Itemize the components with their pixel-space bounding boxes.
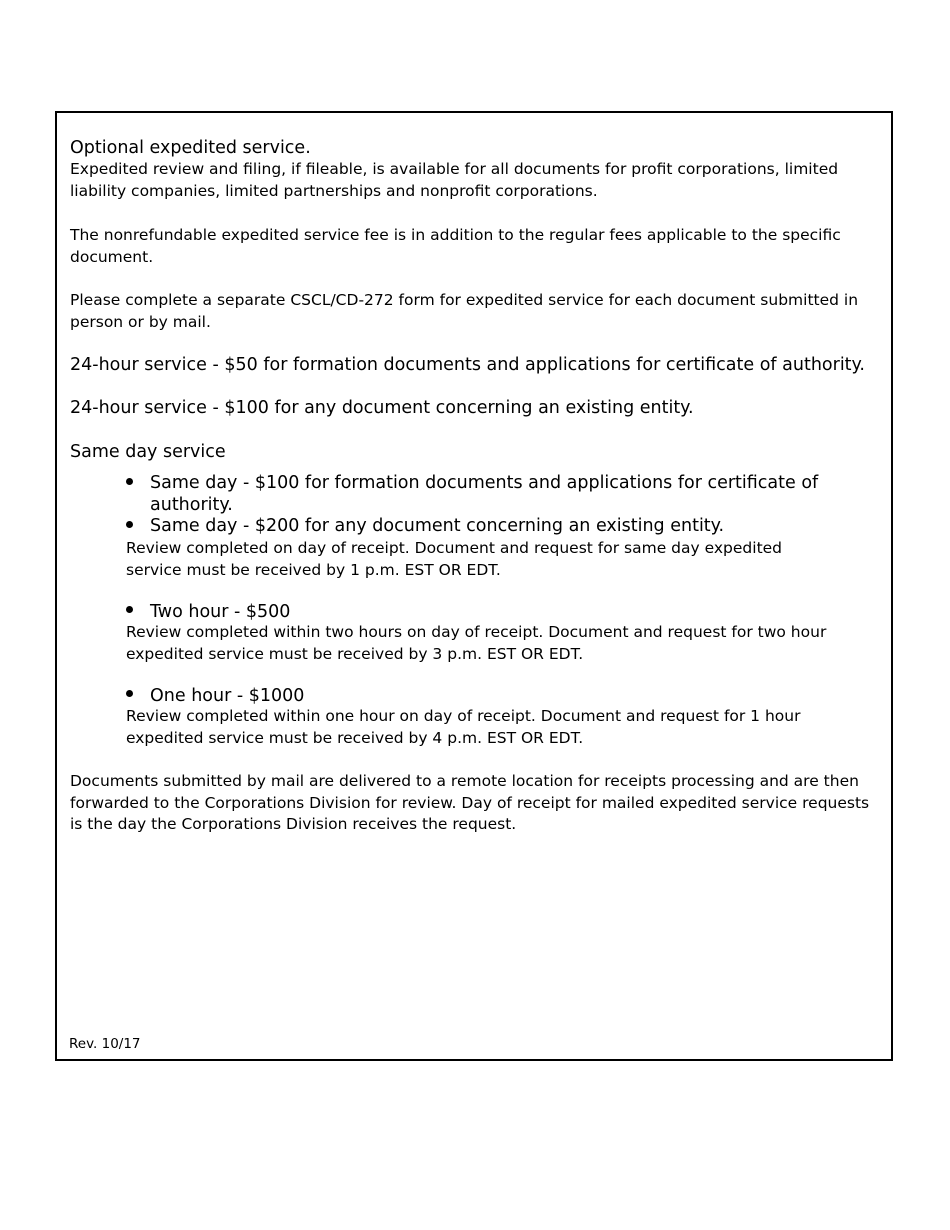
revision-label: Rev. 10/17 — [69, 1036, 141, 1052]
bullet-icon — [126, 521, 133, 528]
two-hour-note: Review completed within two hours on day of receipt. Document and request for two hour expedited service must be received by 3 p.m. EST OR EDT. — [126, 623, 827, 663]
same-day-heading: Same day service — [70, 442, 226, 462]
bullet-icon — [126, 606, 133, 613]
one-hour-note: Review completed within one hour on day of receipt. Document and request for 1 hour expedited service must be received by 4 p.m. EST OR EDT. — [126, 707, 801, 747]
bullet-icon — [126, 690, 133, 697]
same-day-item-existing: Same day - $200 for any document concerning an existing entity. — [150, 516, 725, 536]
intro-paragraph: Expedited review and filing, if fileable, is available for all documents for profit corporations, limited liability companies, limited partnerships and nonprofit corporations. — [70, 160, 839, 200]
same-day-note: Review completed on day of receipt. Document and request for same day expedited service must be received by 1 p.m. EST OR EDT. — [126, 539, 783, 579]
section-title: Optional expedited service. — [70, 138, 311, 158]
two-hour-item: Two hour - $500 — [150, 602, 291, 622]
service-24h-formation: 24-hour service - $50 for formation documents and applications for certificate of authority. — [70, 355, 865, 375]
bullet-icon — [126, 478, 133, 485]
one-hour-item: One hour - $1000 — [150, 686, 305, 706]
fee-note: The nonrefundable expedited service fee is in addition to the regular fees applicable to the specific document. — [70, 226, 841, 266]
mail-note: Documents submitted by mail are delivered to a remote location for receipts processing and are then forwarded to the Corporations Division for review. Day of receipt for mailed expedited service requests is the day the Corporations Division receives the request. — [70, 772, 870, 833]
separate-form-note: Please complete a separate CSCL/CD-272 form for expedited service for each document submitted in person or by mail. — [70, 291, 859, 331]
service-24h-existing: 24-hour service - $100 for any document concerning an existing entity. — [70, 398, 694, 418]
same-day-item-formation: Same day - $100 for formation documents and applications for certificate of authority. — [150, 473, 819, 515]
